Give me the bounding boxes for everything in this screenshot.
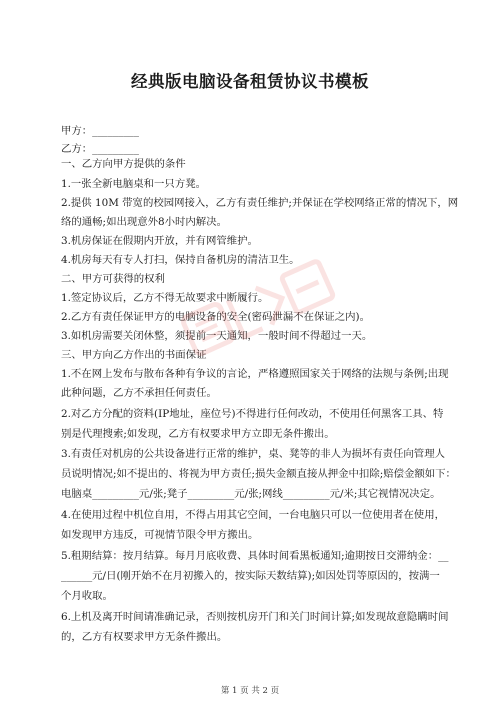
clause-line: 6.上机及离开时间请准确记录，否则按机房开门和关门时间计算;如发现故意隐瞒时间 <box>61 611 449 623</box>
section-heading: 二、甲方可获得的权利 <box>61 273 165 285</box>
document-title: 经典版电脑设备租赁协议书模板 <box>131 72 369 91</box>
clause-line: 的，乙方有权要求甲方无条件搬出。 <box>61 631 228 643</box>
clause-line: 如发现甲方违反，可视情节限令甲方搬出。 <box>61 529 259 541</box>
page-footer: 第 1 页 共 2 页 <box>220 686 280 696</box>
clause-line: 此种问题，乙方不承担任何责任。 <box>61 387 217 399</box>
clause-line: 络的通畅;如出现意外8小时内解决。 <box>61 216 227 228</box>
party-b-line: 乙方：_________ <box>61 143 139 155</box>
party-a-line: 甲方：_________ <box>61 125 139 137</box>
clause-line: 别是代理搜索;如发现，乙方有权要求甲方立即无条件搬出。 <box>61 428 335 440</box>
clause-line: 4.机房每天有专人打扫，保持自备机房的清洁卫生。 <box>61 254 300 266</box>
clause-line: 3.如机房需要关闭休整，须提前一天通知，一般时间不得超过一天。 <box>61 330 373 342</box>
clause-line: 1.不在网上发布与散布各种有争议的言论，严格遵照国家关于网络的法规与条例;出现 <box>61 368 449 380</box>
section-heading: 三、甲方向乙方作出的书面保证 <box>61 349 207 361</box>
clause-line: 2.提供 10M 带宽的校园网接入，乙方有责任维护;并保证在学校网络正常的情况下，网 <box>61 197 459 209</box>
clause-line: 3.有责任对机房的公共设备进行正常的维护，桌、凳等的非人为损坏有责任向管理人 <box>61 448 445 460</box>
section-heading: 一、乙方向甲方提供的条件 <box>61 158 186 170</box>
clause-line: 电脑桌_________元/张;凳子_________元/张;网线_________元/米;其它视情况决定。 <box>61 488 441 500</box>
clause-line: 个月收取。 <box>61 590 113 602</box>
clause-line: ______元/日(刚开始不在月初搬入的，按实际天数结算);如因处罚等原因的，按满一 <box>61 570 440 582</box>
clause-line: 员说明情况;如不提出的、将视为甲方责任;损失金额直接从押金中扣除;赔偿金额如下： <box>61 468 456 480</box>
clause-line: 1.一张全新电脑桌和一只方凳。 <box>61 178 206 190</box>
clause-line: 3.机房保证在假期内开放，并有网管维护。 <box>61 235 258 247</box>
clause-line: 2.乙方有责任保证甲方的电脑设备的安全(密码泄漏不在保证之内)。 <box>61 311 370 323</box>
clause-line: 4.在使用过程中机位自用，不得占用其它空间，一台电脑只可以一位使用者在使用， <box>61 509 445 521</box>
clause-line: 1.签定协议后，乙方不得无故要求中断履行。 <box>61 292 269 304</box>
clause-line: 2.对乙方分配的资料(IP地址，座位号)不得进行任何改动，不使用任何黑客工具、特 <box>61 408 444 420</box>
clause-line: 5.租期结算：按月结算。每月月底收费、具体时间看黑板通知;逾期按日交滞纳金：__ <box>61 550 449 562</box>
